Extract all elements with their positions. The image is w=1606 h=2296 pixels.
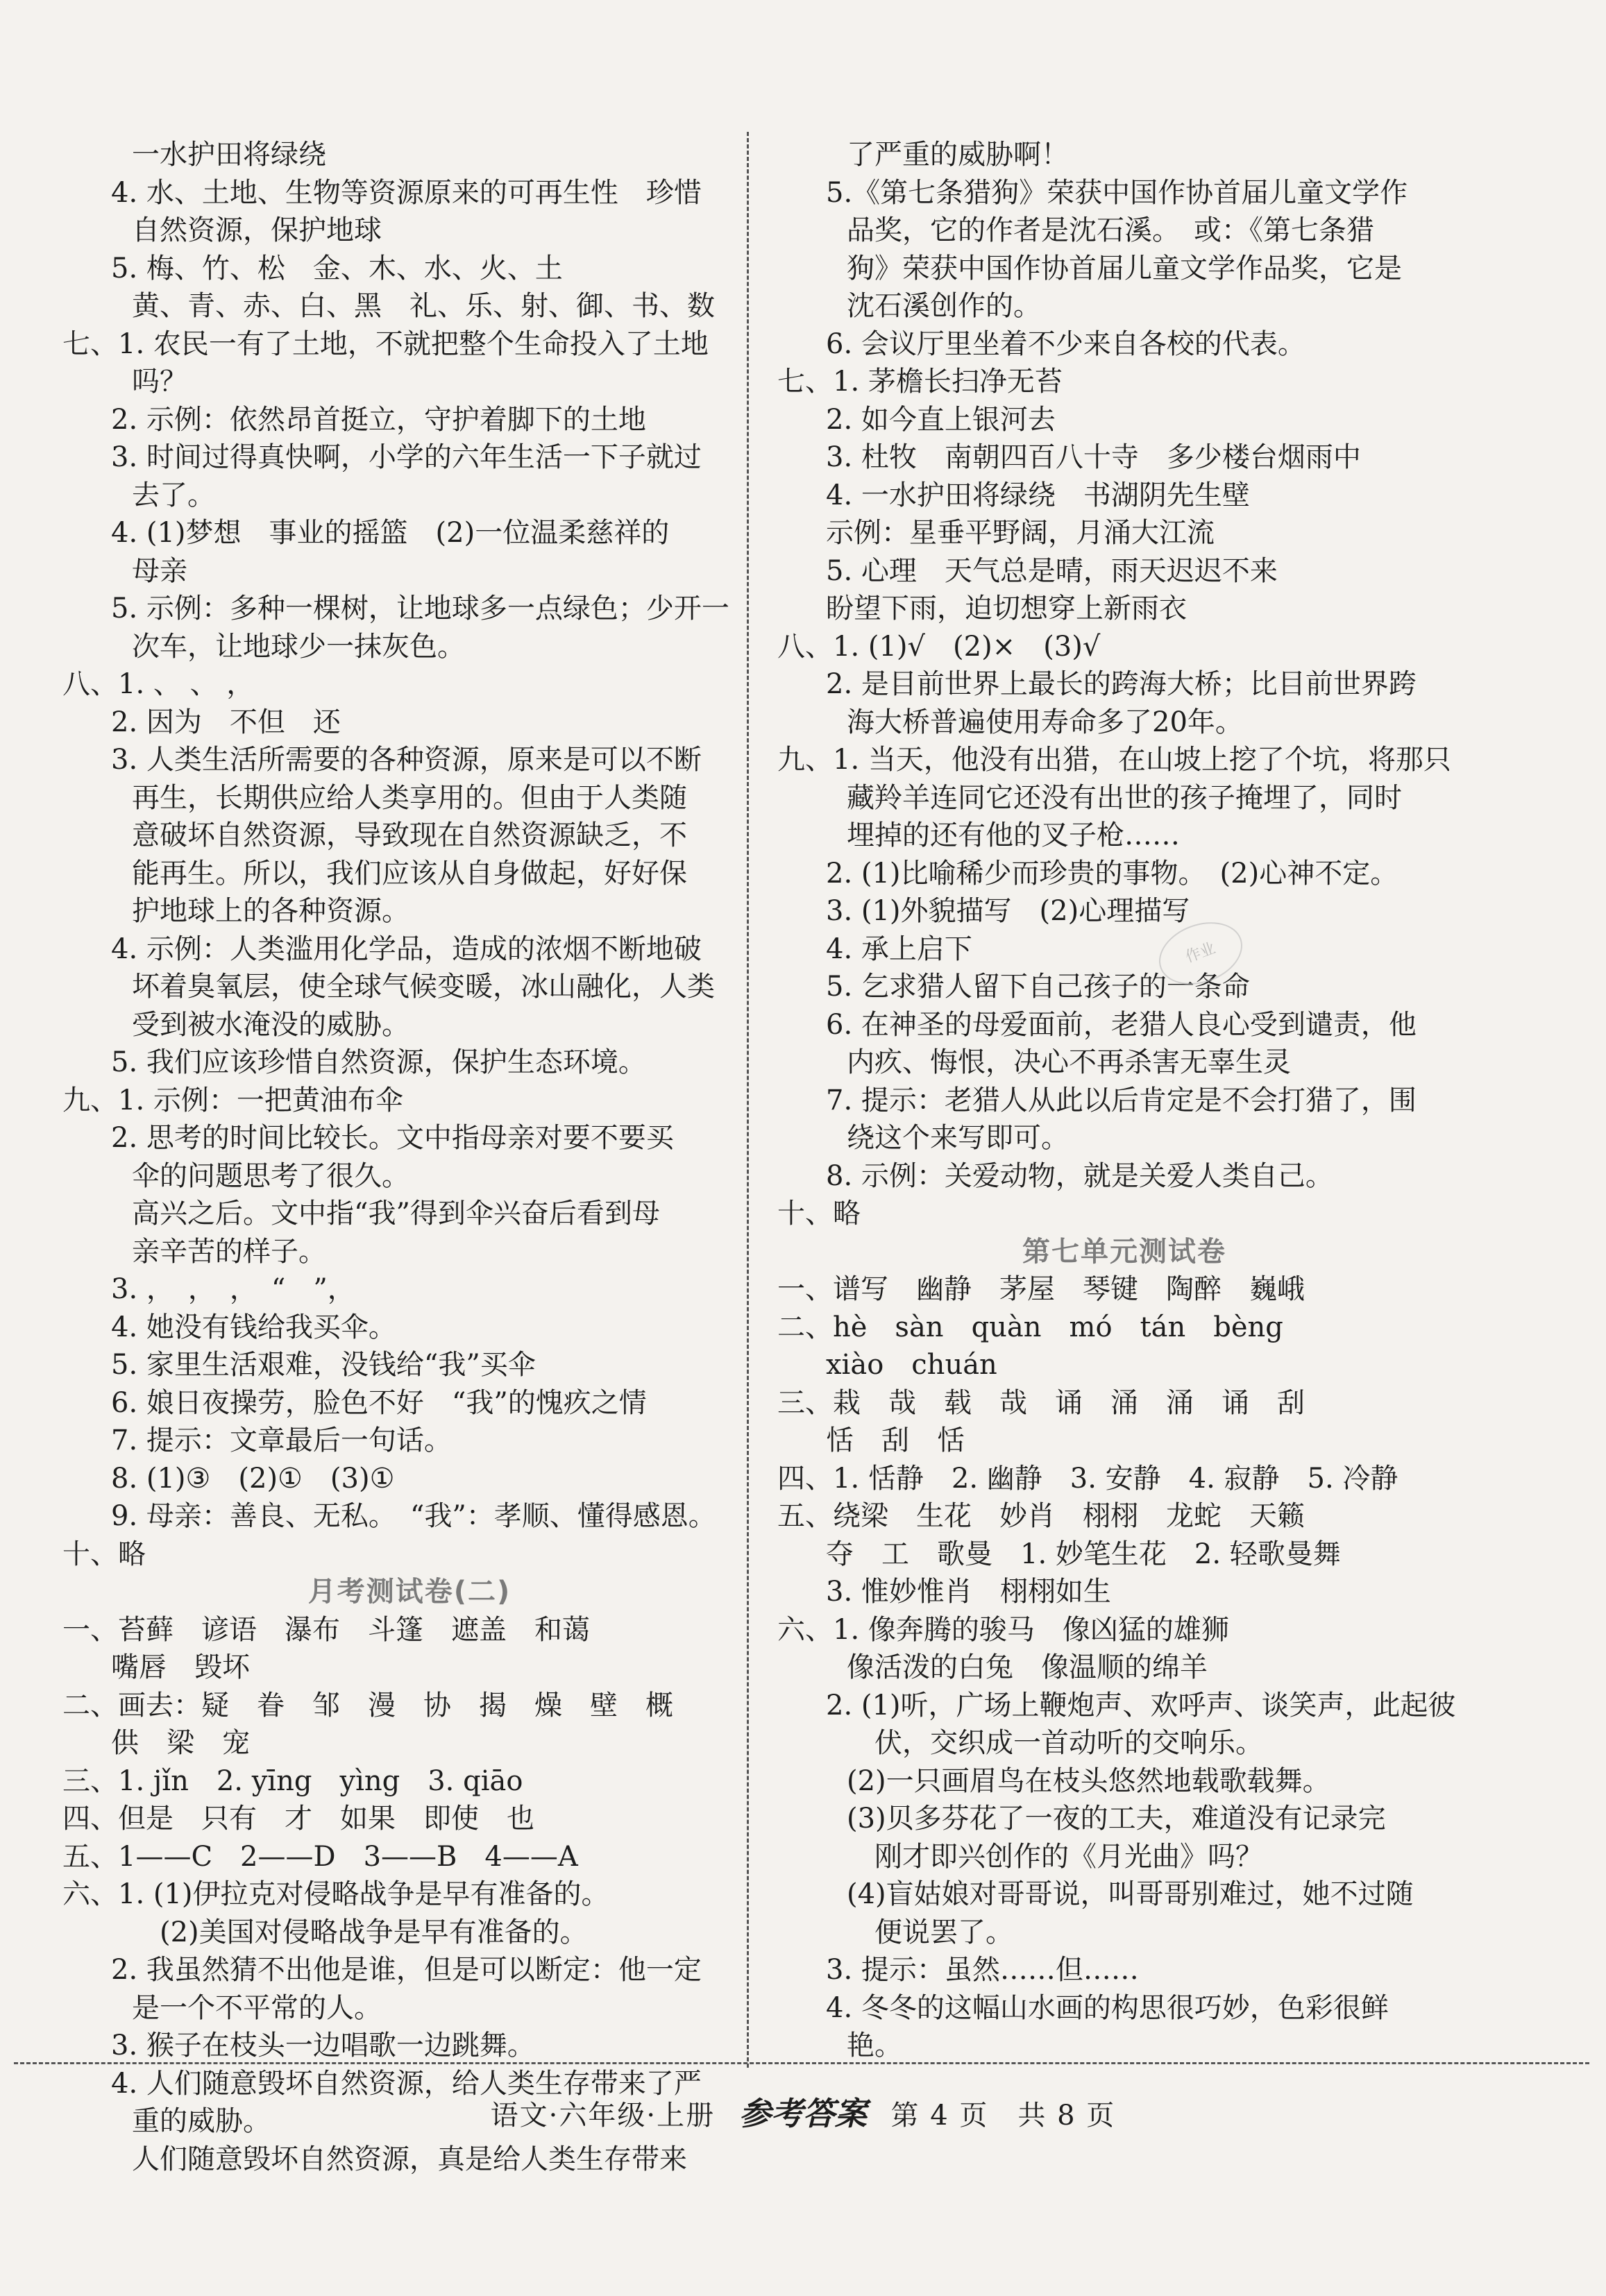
answer-line: 7. 提示：文章最后一句话。 — [111, 1425, 452, 1456]
answer-line: 七、1. 茅檐长扫净无苔 — [777, 366, 1063, 398]
answer-line: 去了。 — [132, 479, 215, 511]
answer-line: 4. 人们随意毁坏自然资源，给人类生存带来了严 — [111, 2067, 702, 2100]
answer-line: 亲辛苦的样子。 — [132, 1235, 326, 1268]
answer-line: 4. 示例：人类滥用化学品，造成的浓烟不断地破 — [111, 933, 702, 965]
footer-brand: 参考答案 — [738, 2095, 867, 2132]
answer-line: 艳。 — [847, 2030, 902, 2061]
left-column — [62, 136, 756, 2178]
answer-line: 吗？ — [132, 366, 187, 398]
answer-line: 七、1. 农民一有了土地，不就把整个生命投入了土地 — [62, 328, 709, 360]
answer-line: 2. 因为 不但 还 — [111, 706, 341, 738]
answer-line: 5. 心理 天气总是晴，雨天迟迟不来 — [826, 554, 1278, 587]
answer-line: 海大桥普遍使用寿命多了20年。 — [847, 706, 1243, 738]
answer-line: 意破坏自然资源，导致现在自然资源缺乏，不 — [132, 819, 687, 851]
answer-line: 5. 家里生活艰难，没钱给“我”买伞 — [111, 1349, 536, 1381]
section-heading: 第七单元测试卷 — [1022, 1235, 1226, 1268]
footer-divider — [14, 2062, 1589, 2064]
answer-line: (2)美国对侵略战争是早有准备的。 — [160, 1916, 588, 1948]
answer-line: 5. 示例：多种一棵树，让地球多一点绿色；少开一 — [111, 593, 729, 624]
answer-line: 3. (1)外貌描写 (2)心理描写 — [826, 895, 1190, 927]
answer-line: 6. 会议厅里坐着不少来自各校的代表。 — [826, 328, 1305, 360]
answer-line: 5. 我们应该珍惜自然资源，保护生态环境。 — [111, 1046, 646, 1078]
answer-line: 2. 如今直上银河去 — [826, 403, 1056, 436]
answer-line: 三、栽 哉 载 哉 诵 涌 涌 诵 刮 — [777, 1386, 1305, 1419]
answer-line: 供 梁 宠 — [111, 1727, 250, 1759]
answer-line: 3. 杜牧 南朝四百八十寺 多少楼台烟雨中 — [826, 441, 1361, 473]
answer-line: 母亲 — [132, 554, 187, 587]
answer-line: 4. (1)梦想 事业的摇篮 (2)一位温柔慈祥的 — [111, 517, 670, 549]
answer-line: (3)贝多芬花了一夜的工夫，难道没有记录完 — [847, 1803, 1386, 1835]
footer-subject: 语文·六年级·上册 — [490, 2100, 716, 2132]
answer-line: (2)一只画眉鸟在枝头悠然地载歌载舞。 — [847, 1764, 1330, 1797]
answer-line: 8. (1)③ (2)① (3)① — [111, 1462, 395, 1495]
answer-line: 伞的问题思考了很久。 — [132, 1159, 409, 1192]
answer-line: 4. 她没有钱给我买伞。 — [111, 1311, 396, 1343]
answer-line: 3. 猴子在枝头一边唱歌一边跳舞。 — [111, 2030, 535, 2061]
answer-line: 盼望下雨，迫切想穿上新雨衣 — [826, 593, 1187, 624]
answer-line: 2. 是目前世界上最长的跨海大桥；比目前世界跨 — [826, 668, 1417, 700]
answer-line: 二、hè sàn quàn mó tán bèng — [777, 1311, 1283, 1343]
answer-line: 二、画去：疑 眷 邹 漫 协 揭 燥 壁 概 — [62, 1689, 673, 1721]
answer-line: 埋掉的还有他的叉子枪…… — [847, 819, 1180, 851]
answer-line: 绕这个来写即可。 — [847, 1122, 1069, 1154]
answer-line: 2. (1)比喻稀少而珍贵的事物。 (2)心神不定。 — [826, 857, 1398, 890]
answer-line: 5. 乞求猎人留下自己孩子的一条命 — [826, 971, 1250, 1003]
answer-line: 2. (1)听，广场上鞭炮声、欢呼声、谈笑声，此起彼 — [826, 1689, 1456, 1721]
answer-line: 四、1. 恬静 2. 幽静 3. 安静 4. 寂静 5. 冷静 — [777, 1462, 1398, 1495]
answer-line: 7. 提示：老猎人从此以后肯定是不会打猎了，围 — [826, 1084, 1417, 1116]
answer-line: 4. 一水护田将绿绕 书湖阴先生壁 — [826, 479, 1250, 511]
answer-line: 示例：星垂平野阔，月涌大江流 — [826, 517, 1215, 549]
answer-line: 次车，让地球少一抹灰色。 — [132, 630, 465, 663]
answer-line: 狗》荣获中国作协首届儿童文学作品奖，它是 — [847, 252, 1402, 284]
answer-line: 2. 我虽然猜不出他是谁，但是可以断定：他一定 — [111, 1954, 702, 1986]
answer-line: 9. 母亲：善良、无私。 “我”：孝顺、懂得感恩。 — [111, 1500, 716, 1532]
answer-line: 3. 提示：虽然……但…… — [826, 1954, 1139, 1986]
section-heading: 月考测试卷(二) — [307, 1576, 512, 1608]
answer-line: 五、1——C 2——D 3——B 4——A — [62, 1840, 578, 1873]
answer-line: 8. 示例：关爱动物，就是关爱人类自己。 — [826, 1159, 1333, 1192]
answer-line: 5.《第七条猎狗》荣获中国作协首届儿童文学作 — [826, 176, 1408, 209]
answer-line: 三、1. jǐn 2. yīng yìng 3. qiāo — [62, 1764, 523, 1797]
answer-line: 十、略 — [62, 1538, 146, 1570]
answer-line: 恬 刮 恬 — [826, 1425, 965, 1456]
answer-line: 3. 时间过得真快啊，小学的六年生活一下子就过 — [111, 441, 702, 473]
answer-line: 九、1. 示例：一把黄油布伞 — [62, 1084, 403, 1116]
answer-line: 五、绕梁 生花 妙肖 栩栩 龙蛇 天籁 — [777, 1500, 1305, 1532]
answer-line: 夺 工 歌曼 1. 妙笔生花 2. 轻歌曼舞 — [826, 1538, 1341, 1570]
answer-line: 能再生。所以，我们应该从自身做起，好好保 — [132, 857, 687, 890]
answer-line: 重的威胁。 — [132, 2105, 271, 2137]
answer-line: 八、1. (1)√ (2)× (3)√ — [777, 630, 1101, 663]
right-column — [777, 136, 1471, 2065]
answer-line: 品奖，它的作者是沈石溪。 或：《第七条猎 — [847, 214, 1374, 246]
answer-line: 六、1. 像奔腾的骏马 像凶猛的雄狮 — [777, 1613, 1229, 1646]
answer-line: 一、苔藓 谚语 瀑布 斗篷 遮盖 和蔼 — [62, 1613, 590, 1646]
answer-line: 3. 人类生活所需要的各种资源，原来是可以不断 — [111, 744, 702, 776]
answer-line: 再生，长期供应给人类享用的。但由于人类随 — [132, 781, 687, 814]
answer-line: 人们随意毁坏自然资源，真是给人类生存带来 — [132, 2143, 687, 2175]
answer-line: 伏，交织成一首动听的交响乐。 — [874, 1727, 1263, 1759]
page-footer — [0, 2089, 1606, 2134]
answer-line: 受到被水淹没的威胁。 — [132, 1008, 409, 1041]
answer-line: 3. 惟妙惟肖 栩栩如生 — [826, 1576, 1111, 1608]
answer-line: 6. 在神圣的母爱面前，老猎人良心受到谴责，他 — [826, 1008, 1417, 1041]
answer-line: (4)盲姑娘对哥哥说，叫哥哥别难过，她不过随 — [847, 1878, 1414, 1910]
answer-line: 内疚、悔恨，决心不再杀害无辜生灵 — [847, 1046, 1291, 1078]
answer-line: 2. 思考的时间比较长。文中指母亲对要不要买 — [111, 1122, 674, 1154]
answer-line: 2. 示例：依然昂首挺立，守护着脚下的土地 — [111, 403, 646, 436]
answer-line: xiào chuán — [826, 1349, 997, 1381]
answer-line: 3. ， ， ， “ ”， — [111, 1273, 355, 1305]
answer-line: 四、但是 只有 才 如果 即使 也 — [62, 1803, 534, 1835]
answer-line: 刚才即兴创作的《月光曲》吗？ — [874, 1840, 1263, 1873]
answer-line: 黄、青、赤、白、黑 礼、乐、射、御、书、数 — [132, 290, 715, 322]
answer-line: 4. 冬冬的这幅山水画的构思很巧妙，色彩很鲜 — [826, 1991, 1389, 2024]
answer-line: 嘴唇 毁坏 — [111, 1651, 250, 1683]
answer-line: 护地球上的各种资源。 — [132, 895, 409, 927]
answer-line: 六、1. (1)伊拉克对侵略战争是早有准备的。 — [62, 1878, 609, 1910]
answer-line: 九、1. 当天，他没有出猎，在山坡上挖了个坑，将那只 — [777, 744, 1451, 776]
answer-line: 十、略 — [777, 1198, 861, 1230]
answer-line: 一、谱写 幽静 茅屋 琴键 陶醉 巍峨 — [777, 1273, 1305, 1305]
answer-line: 5. 梅、竹、松 金、木、水、火、土 — [111, 252, 563, 284]
answer-line: 便说罢了。 — [874, 1916, 1013, 1948]
answer-line: 自然资源，保护地球 — [132, 214, 382, 246]
answer-line: 高兴之后。文中指“我”得到伞兴奋后看到母 — [132, 1198, 660, 1230]
answer-line: 是一个不平常的人。 — [132, 1991, 382, 2024]
answer-line: 4. 水、土地、生物等资源原来的可再生性 珍惜 — [111, 176, 702, 209]
answer-line: 像活泼的白兔 像温顺的绵羊 — [847, 1651, 1208, 1683]
answer-line: 了严重的威胁啊！ — [847, 139, 1069, 171]
answer-line: 坏着臭氧层，使全球气候变暖，冰山融化，人类 — [132, 971, 715, 1003]
footer-page-number: 第 4 页 共 8 页 — [890, 2100, 1116, 2132]
answer-line: 一水护田将绿绕 — [132, 139, 326, 171]
answer-line: 4. 承上启下 — [826, 933, 972, 965]
answer-line: 沈石溪创作的。 — [847, 290, 1041, 322]
answer-line: 八、1. 、 、 ， — [62, 668, 255, 700]
answer-line: 藏羚羊连同它还没有出世的孩子掩埋了，同时 — [847, 781, 1402, 814]
answer-line: 6. 娘日夜操劳，脸色不好 “我”的愧疚之情 — [111, 1386, 647, 1419]
watermark-stamp: 作业 — [1150, 911, 1251, 995]
